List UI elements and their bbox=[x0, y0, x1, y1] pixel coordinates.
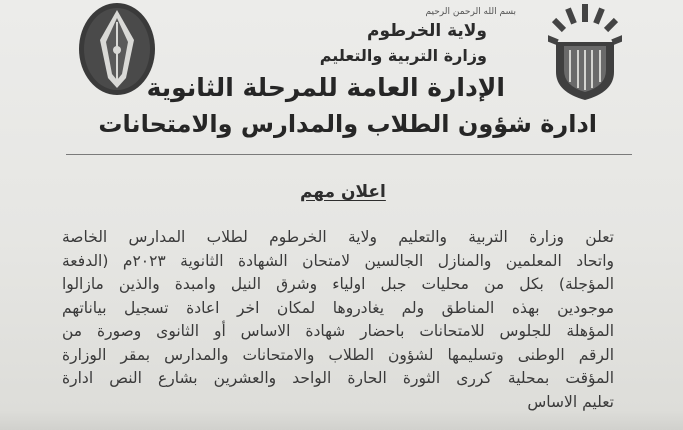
header-divider bbox=[66, 154, 632, 155]
announcement-line: تعليم الاساس bbox=[527, 392, 614, 411]
announcement-line: المؤقت بمحلية كررى الثورة الحارة الواحد والعشرين بشارع النص ادارة bbox=[62, 369, 614, 387]
announcement-line: موجودين بهذه المناطق ولم يغادروها لمكان اخر اعادة تسجيل بياناتهم bbox=[62, 298, 614, 317]
state-name: ولاية الخرطوم bbox=[366, 21, 487, 41]
announcement-title: اعلان مهم bbox=[300, 182, 386, 202]
announcement-line: تعلن وزارة التربية والتعليم ولاية الخرطوم لطلاب المدارس الخاصة bbox=[62, 228, 614, 246]
announcement-line: الرقم الوطنى وتسليمها لشؤون الطلاب والامتحانات والمدارس بمقر الوزارة bbox=[62, 345, 614, 364]
administration-name: ادارة شؤون الطلاب والمدارس والامتحانات bbox=[98, 110, 597, 138]
directorate-name: الإدارة العامة للمرحلة الثانوية bbox=[146, 73, 505, 102]
announcement-line: المؤهلة للجلوس للامتحانات باحضار شهادة الاساس أو الثانوى وصورة من bbox=[62, 322, 614, 340]
announcement-line: المؤجلة) بكل من محليات جبل اولياء وشرق النيل وامبدة والذين مازالوا bbox=[62, 275, 614, 293]
paper-shadow bbox=[0, 410, 683, 430]
ministry-sun-emblem-icon bbox=[548, 2, 622, 102]
announcement-line: واتحاد المعلمين والمنازل الجالسين لامتحان الشهادة الثانوية ٢٠٢٣م (الدفعة bbox=[62, 251, 614, 270]
basmala: بسم الله الرحمن الرحيم bbox=[425, 7, 516, 17]
announcement-body bbox=[62, 226, 614, 414]
ministry-name: وزارة التربية والتعليم bbox=[319, 46, 487, 65]
